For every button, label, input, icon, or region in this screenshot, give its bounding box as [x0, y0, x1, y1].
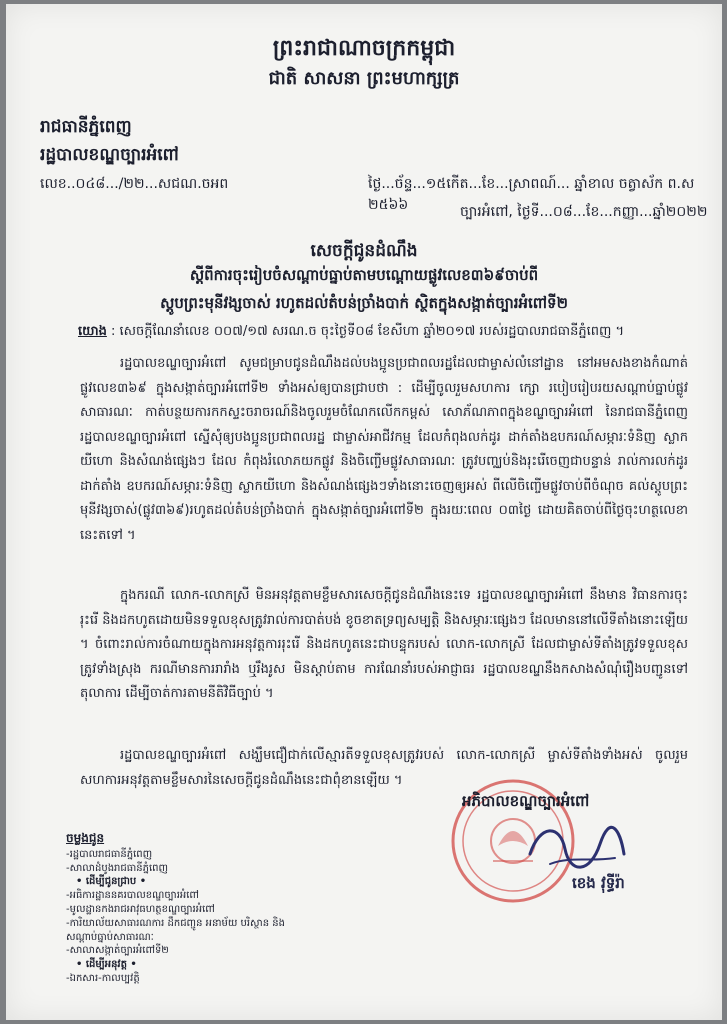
document-page	[6, 4, 722, 1020]
signer-title: អភិបាលខណ្ឌច្បារអំពៅ	[462, 792, 590, 810]
national-motto: ជាតិ សាសនា ព្រះមហាក្សត្រ	[268, 68, 460, 89]
notice-subject-line2: ស្តូបព្រះមុនីវង្សចាស់ រហូតដល់តំបន់ច្រាំងបាក់ ស្ថិតក្នុងសង្កាត់ច្បារអំពៅទី២	[160, 294, 568, 312]
authority-capital: រាជធានីភ្នំពេញ	[40, 117, 132, 137]
recipients-heading: ចម្លងជូន	[66, 831, 105, 845]
reference-number: លេខ..០៤៨.../២២...សជណ.ចអព	[40, 176, 229, 192]
recipient-item: -អធិការដ្ឋាននគរបាលខណ្ឌច្បារអំពៅ	[66, 890, 199, 902]
body-paragraph-1: រដ្ឋបាលខណ្ឌច្បារអំពៅ សូមជម្រាបជូនដំណឹងដល់បងប្អូនប្រជាពលរដ្ឋដែលជាម្ចាស់លំនៅដ្ឋាន នៅអមសងខាងកំណាត់ផ្លូវលេខ៣៦៩ ក្នុងសង្កាត់ច្បារអំពៅទី២ ទាំងអស់ឲ្យបានជ្រាបថា : ដើម្បីចូលរួមសហការ ក្សោ របៀបរៀបរយសណ្តាប់ធ្នាប់ផ្លូវសាធារណៈ កាត់បន្ថយការកកស្ទះចរាចរណ៍និងចូលរួមចំណែកលើកកម្ពស់ សោភ័ណភាពក្នុងខណ្ឌច្បារអំពៅ នៃរាជធានីភ្នំពេញ រដ្ឋបាលខណ្ឌច្បារអំពៅ ស្នើសុំឲ្យបងប្អូនប្រជាពលរដ្ឋ ជាម្ចាស់អាជីវកម្ម ដែលកំពុងលក់ដូរ ដាក់តាំងឧបករណ៍សម្ភារៈទំនិញ ស្លាកយីហោ និងសំណង់ផ្សេងៗ ដែល កំពុងរំលោភយកផ្លូវ និងចិញ្ចើមផ្លូវសាធារណៈ ត្រូវបញ្ឈប់និងរុះរើចេញជាបន្ទាន់ រាល់ការលក់ដូរ ដាក់តាំង ឧបករណ៍សម្ភារៈទំនិញ ស្លាកយីហោ និងសំណង់ផ្សេងៗទាំងនោះចេញឲ្យអស់ ពីលើចិញ្ចើមផ្លូវចាប់ពីចំណុច គល់ស្តូបព្រះមុនីវង្សចាស់(ផ្លូវ៣៦៩)រហូតដល់តំបន់ច្រាំងបាក់ ក្នុងសង្កាត់ច្បារអំពៅទី២ ក្នុងរយៈពេល ០៣ថ្ងៃ ដោយគិតចាប់ពីថ្ងៃចុះហត្ថលេខានេះតទៅ ។	[80, 356, 688, 543]
reference-text: : សេចក្តីណែនាំលេខ ០០៧/១៧ សរណ.ច ចុះថ្ងៃទី០៨ ខែសីហា ឆ្នាំ២០១៧ របស់រដ្ឋបាលរាជធានីភ្នំពេញ ។	[111, 324, 625, 339]
recipient-item: -សាលាដំបូងរាជធានីភ្នំពេញ	[66, 862, 168, 874]
notice-title: សេចក្តីជូនដំណឹង	[310, 241, 418, 261]
recipient-item: -ឯកសារ-កាលប្បវត្តិ	[66, 972, 140, 984]
recipient-item: -មូលដ្ឋានកងរាជអាវុធហត្ថខណ្ឌច្បារអំពៅ	[66, 903, 215, 915]
signer-name: ខេង វុទ្ធីរ៉ា	[572, 874, 625, 892]
recipient-group-label: • ដើម្បីជូនជ្រាប •	[76, 876, 147, 888]
solar-date: ច្បារអំពៅ, ថ្ងៃទី...០៨...ខែ...កញ្ញា...ឆ្នាំ២០២២	[460, 204, 708, 220]
notice-subject-line1: ស្តីពីការចុះរៀបចំសណ្តាប់ធ្នាប់តាមបណ្តោយផ្លូវលេខ៣៦៩ចាប់ពី	[189, 266, 539, 284]
body-paragraph-3: រដ្ឋបាលខណ្ឌច្បារអំពៅ សង្ឃឹមជឿជាក់លើស្មារតីទទួលខុសត្រូវរបស់ លោក-លោកស្រី ម្ចាស់ទីតាំងទាំងអស់ ចូលរួមសហការអនុវត្តតាមខ្លឹមសារនៃសេចក្តីជូនដំណឹងនេះជាពុំខានឡើយ ។	[80, 748, 688, 788]
reference-label: យោង	[78, 324, 107, 339]
lunar-date: ថ្ងៃ...ច័ន្ទ...១៥កើត...ខែ...ស្រាពណ៍... ឆ្នាំខាល ចត្វាស័ក ព.ស ២៥៦៦	[368, 176, 695, 213]
recipient-item: -រដ្ឋបាលរាជធានីភ្នំពេញ	[66, 848, 153, 860]
recipient-item: -ការិយាល័យសាធារណការ ដឹកជញ្ជូន អនាម័យ បរិស្ថាន និងសណ្តាប់ធ្នាប់សាធារណៈ	[66, 917, 285, 943]
recipients-list	[66, 832, 326, 986]
recipient-item: -សាលាសង្កាត់ច្បារអំពៅទី២	[66, 945, 169, 957]
reference-line	[78, 322, 688, 342]
kingdom-header: ព្រះរាជាណាចក្រកម្ពុជា	[272, 36, 456, 61]
body-paragraph-2: ក្នុងករណី លោក-លោកស្រី មិនអនុវត្តតាមខ្លឹមសារសេចក្តីជូនដំណឹងនេះទេ រដ្ឋបាលខណ្ឌច្បារអំពៅ នឹងមាន វិធានការចុះរុះរើ និងដកហូតដោយមិនទទួលខុសត្រូវរាល់ការបាត់បង់ ខូចខាតទ្រព្យសម្បត្តិ និងសម្ភារៈផ្សេងៗ ដែលមាននៅលើទីតាំងនោះឡើយ ។ ចំពោះរាល់ការចំណាយក្នុងការអនុវត្តការរុះរើ និងដកហូតនេះជាបន្ទុករបស់ លោក-លោកស្រី ដែលជាម្ចាស់ទីតាំងត្រូវទទួលខុសត្រូវទាំងស្រុង ករណីមានការរារាំង ឬរឹងរូស មិនស្តាប់តាម ការណែនាំរបស់អាជ្ញាធរ រដ្ឋបាលខណ្ឌនឹងកសាងសំណុំរឿងបញ្ជូនទៅតុលាការ ដើម្បីចាត់ការតាមនីតិវិធីច្បាប់ ។	[80, 588, 688, 701]
authority-district: រដ្ឋបាលខណ្ឌច្បារអំពៅ	[40, 145, 179, 165]
recipient-group-label: • ដើម្បីអនុវត្ត •	[76, 959, 137, 971]
